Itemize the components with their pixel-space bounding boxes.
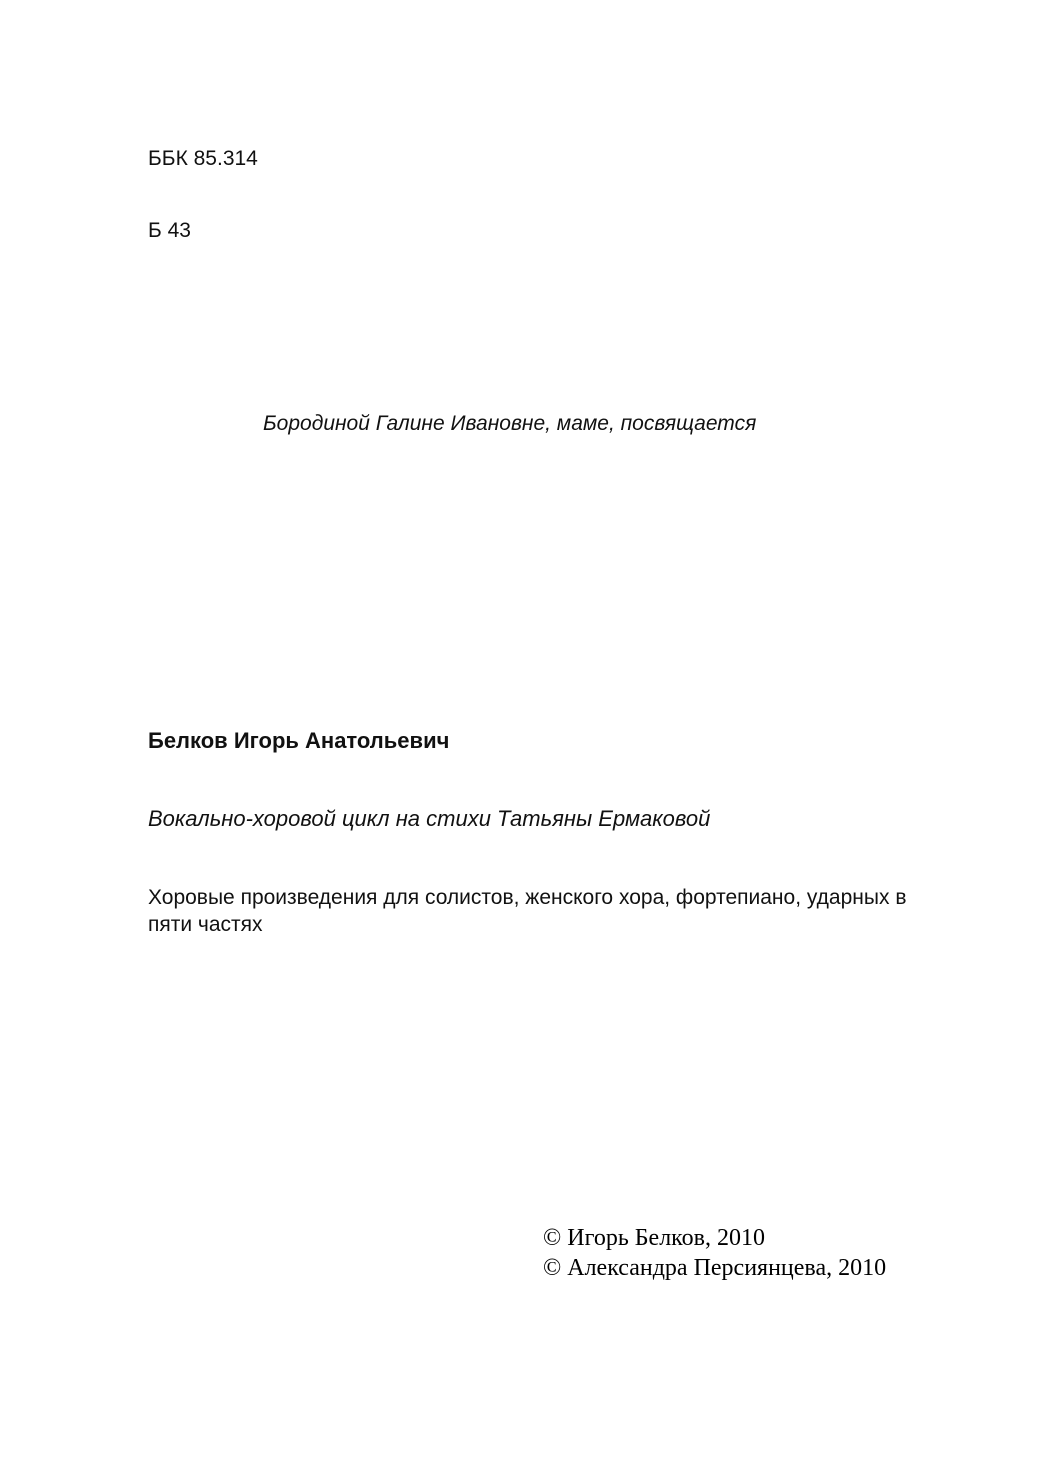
copyright-line-designer: © Александра Персиянцева, 2010	[543, 1255, 887, 1281]
library-classification-block	[148, 99, 258, 291]
dedication-line: Бородиной Галине Ивановне, маме, посвящается	[263, 412, 757, 435]
bbk-code: ББК 85.314	[148, 147, 258, 170]
copyright-block	[543, 1223, 886, 1283]
cycle-title: Вокально-хоровой цикл на стихи Татьяны Ермаковой	[148, 806, 711, 831]
copyright-line-author: © Игорь Белков, 2010	[543, 1225, 765, 1251]
author-name: Белков Игорь Анатольевич	[148, 728, 450, 753]
work-description: Хоровые произведения для солистов, женского хора, фортепиано, ударных в пяти частях	[148, 886, 907, 936]
author-sign: Б 43	[148, 219, 191, 242]
